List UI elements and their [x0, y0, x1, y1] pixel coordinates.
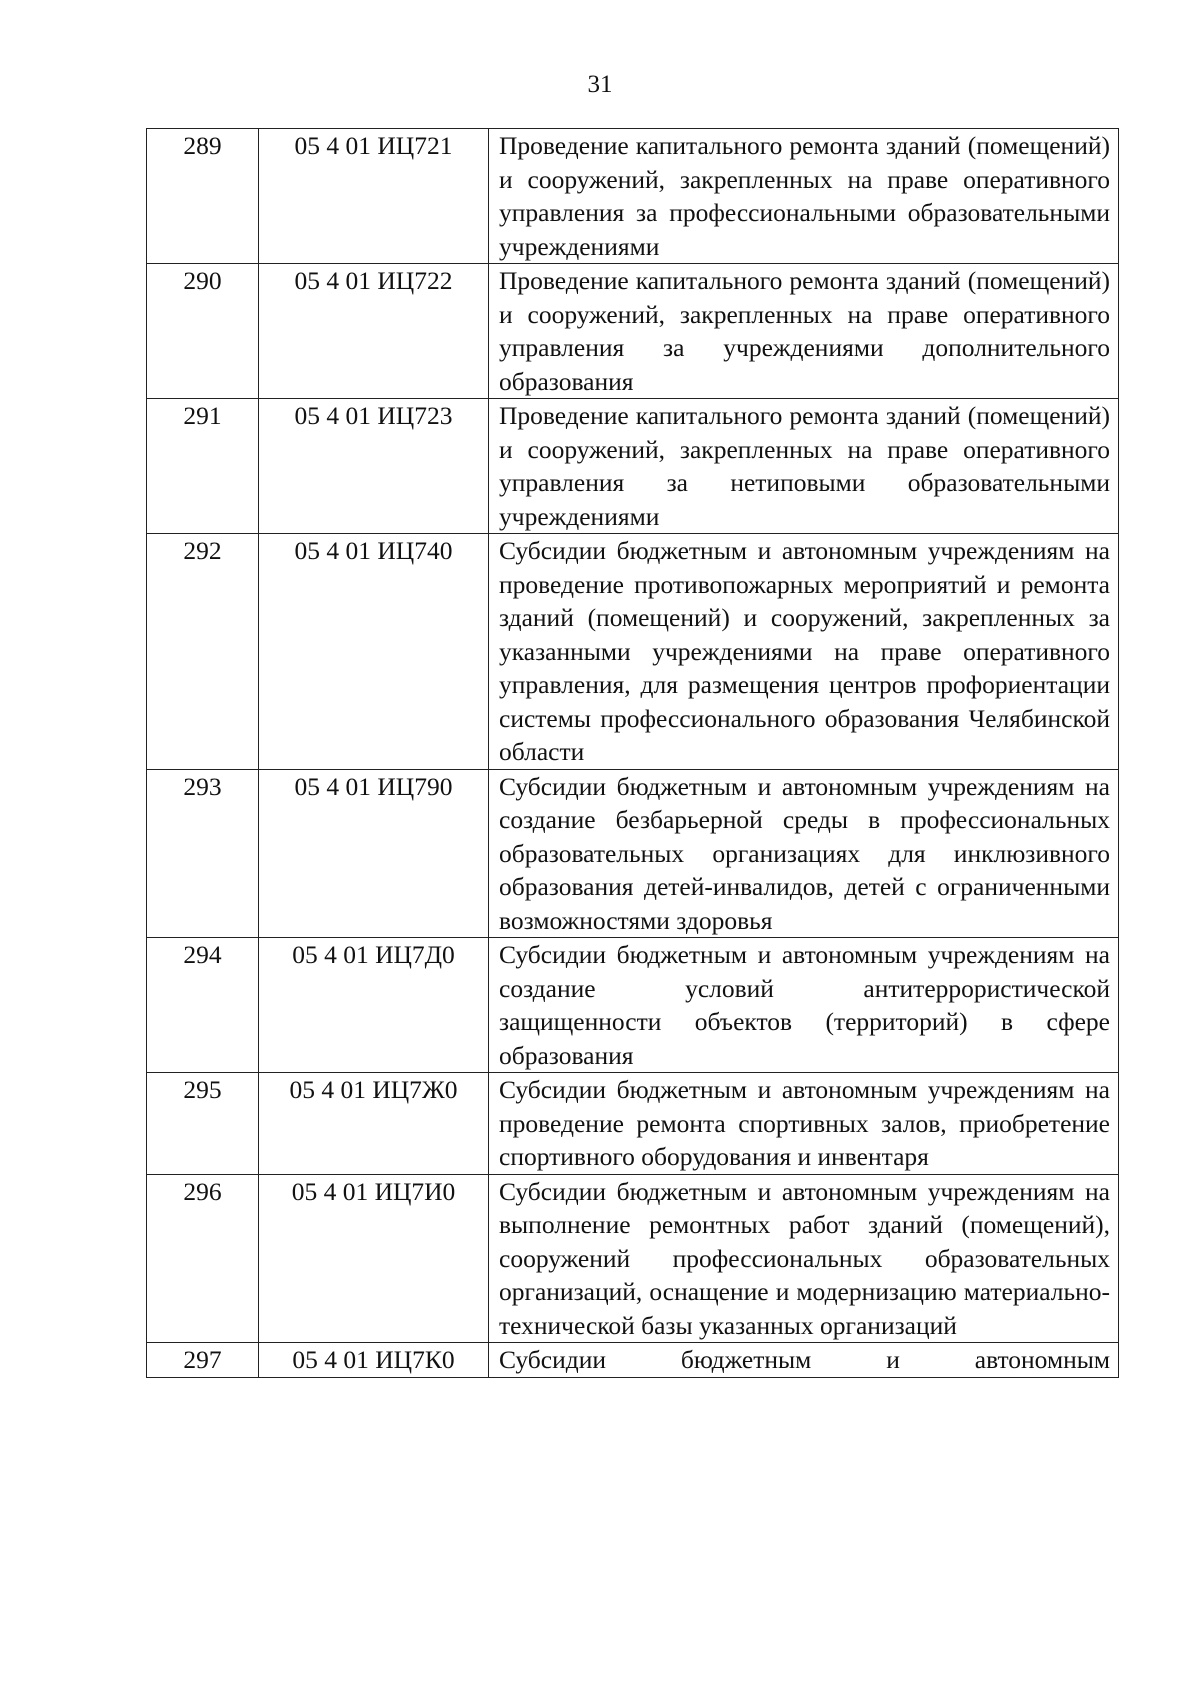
table-row: [147, 938, 1119, 1073]
table-row: [147, 1073, 1119, 1175]
table-row: [147, 769, 1119, 938]
budget-classification-table: [146, 128, 1119, 1378]
row-code: 05 4 01 ИЦ721: [259, 129, 489, 264]
row-description: Субсидии бюджетным и автономным учреждениям на создание условий антитеррористической защищенности объектов (территорий) в сфере образования: [489, 938, 1119, 1073]
table-row: [147, 399, 1119, 534]
row-description: Субсидии бюджетным и автономным учреждениям на проведение ремонта спортивных залов, приобретение спортивного оборудования и инвентаря: [489, 1073, 1119, 1175]
row-code: 05 4 01 ИЦ7Д0: [259, 938, 489, 1073]
table-row: [147, 1174, 1119, 1343]
row-number: 297: [147, 1343, 259, 1378]
row-code: 05 4 01 ИЦ740: [259, 534, 489, 770]
row-description: Проведение капитального ремонта зданий (помещений) и сооружений, закрепленных на праве оперативного управления за учреждениями дополнительного образования: [489, 264, 1119, 399]
row-description: Проведение капитального ремонта зданий (помещений) и сооружений, закрепленных на праве оперативного управления за профессиональными образовательными учреждениями: [489, 129, 1119, 264]
row-code: 05 4 01 ИЦ7Ж0: [259, 1073, 489, 1175]
table-row: [147, 129, 1119, 264]
row-number: 292: [147, 534, 259, 770]
row-number: 290: [147, 264, 259, 399]
row-number: 293: [147, 769, 259, 938]
row-code: 05 4 01 ИЦ7И0: [259, 1174, 489, 1343]
row-description: Субсидии бюджетным и автономным: [489, 1343, 1119, 1378]
table-row: [147, 264, 1119, 399]
row-number: 294: [147, 938, 259, 1073]
table-row: [147, 534, 1119, 770]
row-number: 296: [147, 1174, 259, 1343]
row-code: 05 4 01 ИЦ790: [259, 769, 489, 938]
row-number: 295: [147, 1073, 259, 1175]
row-code: 05 4 01 ИЦ7К0: [259, 1343, 489, 1378]
row-description: Проведение капитального ремонта зданий (помещений) и сооружений, закрепленных на праве оперативного управления за нетиповыми образовательными учреждениями: [489, 399, 1119, 534]
row-description: Субсидии бюджетным и автономным учреждениям на выполнение ремонтных работ зданий (помещений), сооружений профессиональных образовательных организаций, оснащение и модернизацию материально-технической базы указанных организаций: [489, 1174, 1119, 1343]
page-number: 31: [587, 71, 613, 98]
row-number: 289: [147, 129, 259, 264]
row-description: Субсидии бюджетным и автономным учреждениям на проведение противопожарных мероприятий и ремонта зданий (помещений) и сооружений, закрепленных за указанными учреждениями на праве оперативного управления, для размещения центров профориентации системы профессионального образования Челябинской области: [489, 534, 1119, 770]
row-code: 05 4 01 ИЦ723: [259, 399, 489, 534]
row-code: 05 4 01 ИЦ722: [259, 264, 489, 399]
row-description: Субсидии бюджетным и автономным учреждениям на создание безбарьерной среды в профессиональных образовательных организациях для инклюзивного образования детей-инвалидов, детей с ограниченными возможностями здоровья: [489, 769, 1119, 938]
row-number: 291: [147, 399, 259, 534]
table-row: [147, 1343, 1119, 1378]
